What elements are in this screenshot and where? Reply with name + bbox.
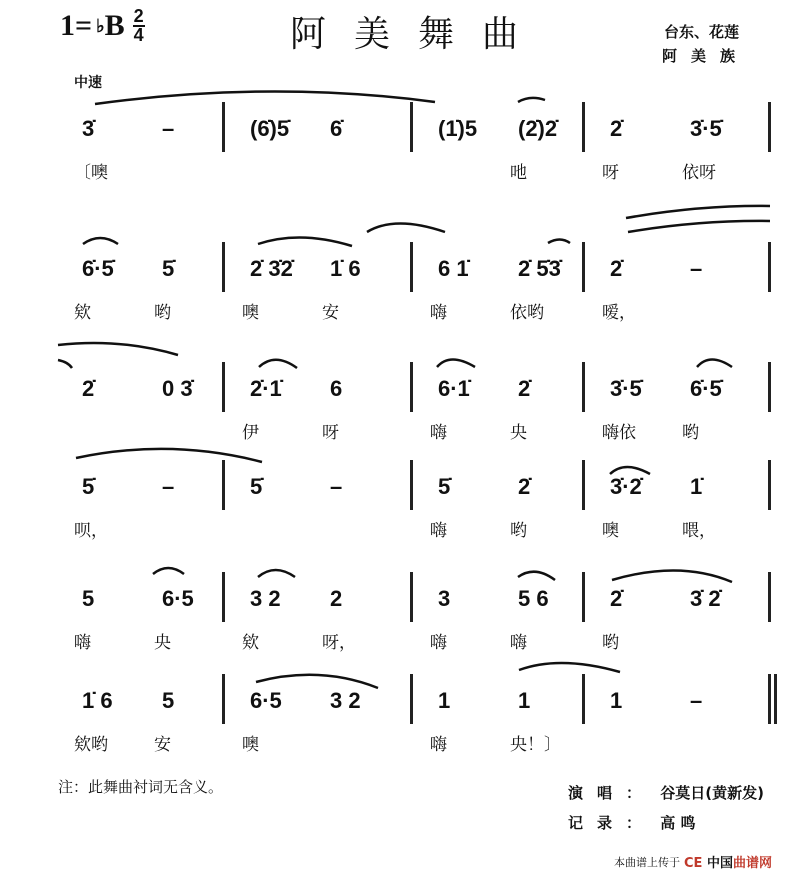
note: 2̇ [82, 376, 95, 401]
lyric: 嗨 [430, 303, 447, 323]
lyric: 央 [154, 633, 171, 653]
singer-credit [568, 778, 764, 808]
lyric: 嗨 [430, 423, 447, 443]
page-title: 阿美舞曲 [290, 14, 547, 55]
upload-footer [614, 852, 772, 871]
bar-line [582, 674, 585, 724]
note: 2̇ [610, 116, 623, 141]
upload-text: 本曲谱上传于 [614, 855, 680, 869]
bar-line [768, 674, 771, 724]
note: 6̇·5̇ [690, 376, 722, 401]
note: 5̇ [250, 474, 263, 499]
note: 3̇·2̇ [610, 474, 642, 499]
lyric: 嗨 [430, 735, 447, 755]
lyric: 央！〕 [510, 735, 561, 755]
final-bar-line [774, 674, 777, 724]
bar-line [222, 362, 225, 412]
singer-label: 演唱： [568, 784, 656, 802]
lyric: 呗， [74, 521, 108, 541]
note: 1̇ 6 [82, 688, 113, 713]
lyric: 哟 [154, 303, 171, 323]
bar-line [222, 102, 225, 152]
note: 2̇ 5̇3̇ [518, 256, 561, 281]
time-signature [133, 8, 145, 44]
lyric: 噢 [242, 303, 259, 323]
note: 5 [82, 586, 95, 611]
bar-line [582, 460, 585, 510]
lyric: 哟 [682, 423, 699, 443]
note: – [690, 256, 703, 281]
tempo-marking: 中速 [74, 75, 102, 91]
note: 2̇ [518, 474, 531, 499]
time-bottom: 4 [133, 25, 144, 45]
lyric: 嗳， [602, 303, 636, 323]
bar-line [222, 572, 225, 622]
note: 6̇·5̇ [82, 256, 114, 281]
recorder-label: 记录： [568, 814, 656, 832]
bar-line [768, 102, 771, 152]
lyric: 呀 [322, 423, 339, 443]
site-name-b: 曲谱网 [732, 856, 772, 871]
note: 3 [438, 586, 451, 611]
note: 3̇ 2̇ [690, 586, 721, 611]
note: – [330, 474, 343, 499]
bar-line [410, 674, 413, 724]
bar-line [410, 102, 413, 152]
lyric: 依哟 [510, 303, 544, 323]
lyric: 嗨依 [602, 423, 636, 443]
origin-region: 台东、花莲 [664, 23, 740, 41]
note: 2̇ 3̇2̇ [250, 256, 293, 281]
note: – [162, 474, 175, 499]
annotation-note: 注：此舞曲衬词无含义。 [58, 778, 224, 796]
note: (2̇)2̇ [518, 116, 558, 141]
bar-line [768, 362, 771, 412]
note: 5̇ [82, 474, 95, 499]
note: 1 [518, 688, 531, 713]
note: 2̇ [610, 586, 623, 611]
lyric: 嗨 [430, 633, 447, 653]
lyric: 吔 [510, 163, 527, 183]
bar-line [410, 242, 413, 292]
note: 6·5 [250, 688, 282, 713]
lyric: 喂， [682, 521, 716, 541]
key-prefix: 1= [60, 9, 93, 42]
lyric: 依呀 [682, 163, 716, 183]
lyric: 欸哟 [74, 735, 108, 755]
lyric: 嗨 [430, 521, 447, 541]
lyric: 安 [322, 303, 339, 323]
note: 1̇ [690, 474, 703, 499]
note: 0 3̇ [162, 376, 193, 401]
note: 2 [330, 586, 343, 611]
note: 6 [330, 376, 343, 401]
note: 5 [162, 688, 175, 713]
key-signature [60, 8, 145, 44]
bar-line [582, 572, 585, 622]
lyric: 呀 [602, 163, 619, 183]
lyric: 哟 [510, 521, 527, 541]
lyric: 嗨 [510, 633, 527, 653]
note: 6 1̇ [438, 256, 469, 281]
note: (1̇)5 [438, 116, 478, 141]
lyric: 嗨 [74, 633, 91, 653]
origin-ethnicity: 阿美族 [662, 47, 750, 65]
time-top: 2 [133, 6, 144, 26]
note: (6̇)5̇ [250, 116, 290, 141]
lyric: 欸 [242, 633, 259, 653]
note: 3 2 [330, 688, 361, 713]
bar-line [582, 102, 585, 152]
lyric: 噢 [242, 735, 259, 755]
lyric: 伊 [242, 423, 259, 443]
site-name-a: 中国 [706, 856, 733, 871]
lyric: 欸 [74, 303, 91, 323]
note: 1̇ 6 [330, 256, 361, 281]
recorder-credit [568, 808, 764, 838]
note: – [690, 688, 703, 713]
bar-line [768, 572, 771, 622]
lyric: 噢 [602, 521, 619, 541]
note: 3 2 [250, 586, 281, 611]
note: 2̇ [610, 256, 623, 281]
note: 1 [610, 688, 623, 713]
bar-line [582, 362, 585, 412]
note: 5 6 [518, 586, 549, 611]
lyric: 〔噢 [74, 163, 108, 183]
bar-line [410, 362, 413, 412]
bar-line [768, 460, 771, 510]
site-logo[interactable] [684, 852, 772, 871]
bar-line [222, 460, 225, 510]
bar-line [410, 572, 413, 622]
note: 2̇·1̇ [250, 376, 282, 401]
bar-line [222, 674, 225, 724]
note: – [162, 116, 175, 141]
note: 5̇ [438, 474, 451, 499]
note: 6̇ [330, 116, 343, 141]
bar-line [222, 242, 225, 292]
recorder-name: 高 鸣 [660, 814, 696, 832]
note: 6·5 [162, 586, 194, 611]
lyric: 安 [154, 735, 171, 755]
note: 3̇·5̇ [610, 376, 642, 401]
lyric: 央 [510, 423, 527, 443]
credits [568, 778, 764, 838]
site-logo-icon: CE [684, 856, 703, 871]
bar-line [582, 242, 585, 292]
flat-sign: ♭ [96, 15, 105, 36]
bar-line [768, 242, 771, 292]
note: 3̇·5̇ [690, 116, 722, 141]
note: 1 [438, 688, 451, 713]
note: 2̇ [518, 376, 531, 401]
bar-line [410, 460, 413, 510]
singer-name: 谷莫日(黄新发) [660, 784, 764, 802]
note: 5̇ [162, 256, 175, 281]
origin [662, 20, 750, 68]
lyric: 呀， [322, 633, 356, 653]
note: 6·1̇ [438, 376, 470, 401]
key-letter: B [104, 9, 125, 42]
note: 3̇ [82, 116, 95, 141]
lyric: 哟 [602, 633, 619, 653]
